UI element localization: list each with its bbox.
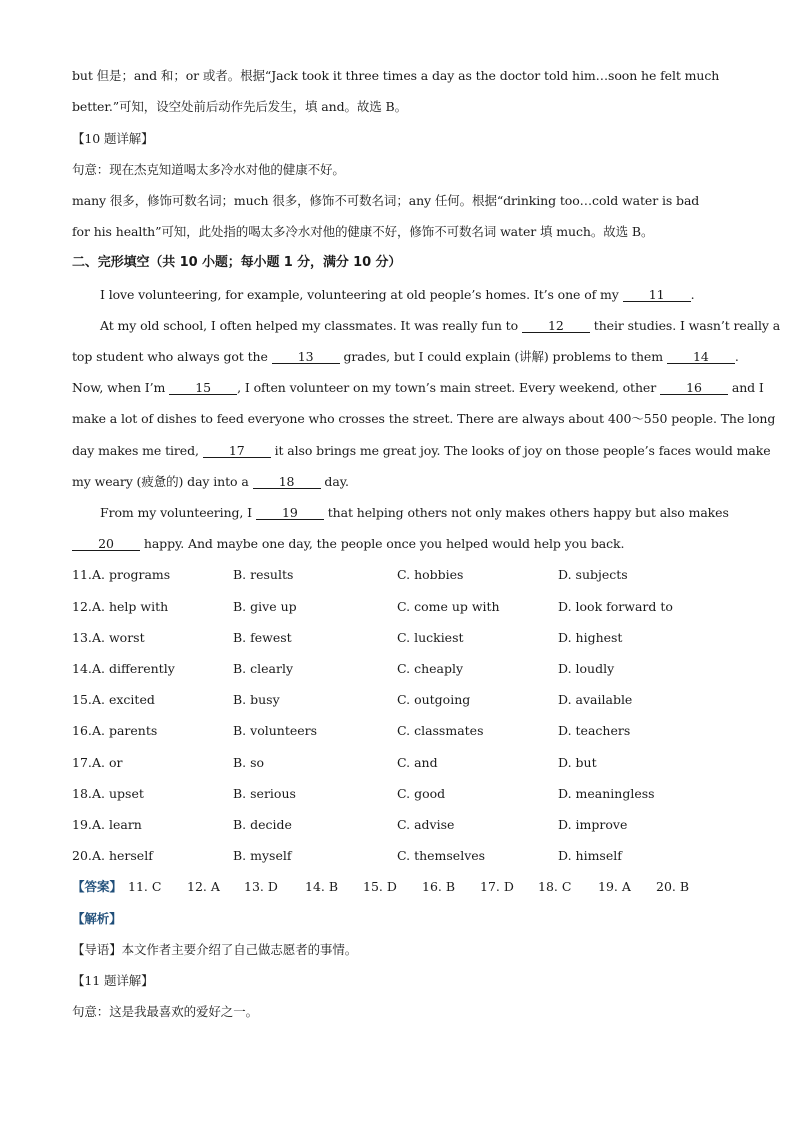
option-row — [72, 630, 732, 646]
passage-text: day makes me tired, — [72, 443, 203, 458]
passage-text: that helping others not only makes others happy but also makes — [323, 505, 729, 520]
option-b: B. give up — [233, 599, 297, 614]
option-b: B. so — [233, 755, 265, 770]
blank-16: 16 — [660, 381, 728, 395]
option-c: C. classmates — [397, 723, 484, 738]
option-row — [72, 567, 732, 583]
passage-text: happy. And maybe one day, the people once you helped would help you back. — [140, 536, 625, 551]
guide-line — [72, 942, 357, 958]
option-c: C. come up with — [397, 599, 500, 614]
passage-text: Now, when I’m — [72, 380, 170, 395]
option-d: D. himself — [558, 848, 622, 863]
option-d: D. available — [558, 692, 633, 707]
blank-20: 20 — [72, 537, 140, 551]
option-d: D. teachers — [558, 723, 631, 738]
option-d: D. highest — [558, 630, 623, 645]
option-b: B. results — [233, 567, 294, 582]
answer-item: 20. B — [656, 879, 690, 894]
passage-text: . — [690, 287, 695, 302]
blank-18: 18 — [253, 475, 321, 489]
option-c: C. hobbies — [397, 567, 464, 582]
passage-text: day. — [320, 474, 349, 489]
option-c: C. themselves — [397, 848, 486, 863]
option-a: A. learn — [92, 817, 142, 832]
passage-line — [100, 318, 780, 334]
question-number: 17. — [72, 755, 92, 770]
passage-text: top student who always got the — [72, 349, 272, 364]
blank-15: 15 — [169, 381, 237, 395]
question-10-meaning: 句意：现在杰克知道喝太多冷水对他的健康不好。 — [72, 162, 345, 177]
question-number: 11. — [72, 567, 92, 582]
option-b: B. clearly — [233, 661, 294, 676]
option-a: A. or — [92, 755, 123, 770]
section-heading: 二、完形填空（共 10 小题；每小题 1 分，满分 10 分） — [72, 255, 402, 270]
passage-line — [72, 536, 624, 552]
answer-item: 13. D — [244, 879, 278, 894]
option-row — [72, 786, 732, 802]
blank-19: 19 — [256, 506, 324, 520]
option-c: C. luckiest — [397, 630, 464, 645]
option-a: A. help with — [92, 599, 169, 614]
blank-17: 17 — [203, 444, 271, 458]
explanation-line: but 但是；and 和；or 或者。根据“Jack took it three times a day as the doctor told him…soon he felt much — [72, 68, 720, 83]
option-d: D. but — [558, 755, 597, 770]
passage-line — [72, 474, 349, 490]
question-number: 14. — [72, 661, 92, 676]
option-a: A. excited — [92, 692, 155, 707]
question-number: 18. — [72, 786, 92, 801]
answer-item: 14. B — [305, 879, 339, 894]
question-number: 19. — [72, 817, 92, 832]
option-d: D. improve — [558, 817, 628, 832]
passage-line — [72, 380, 764, 396]
option-row — [72, 848, 732, 864]
option-b: B. volunteers — [233, 723, 318, 738]
option-row — [72, 723, 732, 739]
passage-text: I love volunteering, for example, volunteering at old people’s homes. It’s one of my — [100, 287, 623, 302]
answer-item: 16. B — [422, 879, 456, 894]
passage-text: grades, but I could explain (讲解) problems to them — [339, 349, 667, 364]
option-a: A. upset — [92, 786, 144, 801]
answer-item: 12. A — [187, 879, 220, 894]
explanation-line: for his health”可知，此处指的喝太多冷水对他的健康不好，修饰不可数名词 water 填 much。故选 B。 — [72, 224, 654, 239]
option-a: A. parents — [92, 723, 158, 738]
blank-14: 14 — [667, 350, 735, 364]
question-number: 16. — [72, 723, 92, 738]
option-a: A. worst — [92, 630, 145, 645]
answer-item: 19. A — [598, 879, 631, 894]
passage-text: their studies. I wasn’t really a — [589, 318, 781, 333]
passage-line — [72, 349, 739, 365]
passage-line — [100, 505, 729, 521]
explanation-line: many 很多，修饰可数名词；much 很多，修饰不可数名词；any 任何。根据“drinking too…cold water is bad — [72, 193, 700, 208]
option-d: D. loudly — [558, 661, 615, 676]
guide-label: 【导语】 — [72, 942, 122, 957]
option-a: A. herself — [92, 848, 153, 863]
option-c: C. advise — [397, 817, 455, 832]
answer-item: 11. C — [128, 879, 162, 894]
question-11-title: 【11 题详解】 — [72, 973, 154, 988]
option-b: B. busy — [233, 692, 280, 707]
question-number: 20. — [72, 848, 92, 863]
option-a: A. differently — [92, 661, 175, 676]
passage-text: . — [734, 349, 739, 364]
answer-row — [72, 879, 732, 895]
option-row — [72, 661, 732, 677]
option-c: C. cheaply — [397, 661, 464, 676]
answer-item: 15. D — [363, 879, 397, 894]
question-number: 12. — [72, 599, 92, 614]
passage-text: it also brings me great joy. The looks of joy on those people’s faces would make — [270, 443, 771, 458]
question-11-meaning: 句意：这是我最喜欢的爱好之一。 — [72, 1004, 259, 1019]
option-a: A. programs — [92, 567, 171, 582]
blank-11: 11 — [623, 288, 691, 302]
passage-text: my weary (疲惫的) day into a — [72, 474, 253, 489]
option-row — [72, 599, 732, 615]
answer-item: 17. D — [480, 879, 514, 894]
option-c: C. good — [397, 786, 446, 801]
passage-line: make a lot of dishes to feed everyone who crosses the street. There are always about 400～550 people. The long — [72, 411, 776, 426]
question-10-title: 【10 题详解】 — [72, 131, 154, 146]
answer-item: 18. C — [538, 879, 572, 894]
question-number: 15. — [72, 692, 92, 707]
explanation-line: better.”可知，设空处前后动作先后发生，填 and。故选 B。 — [72, 99, 408, 114]
passage-text: At my old school, I often helped my classmates. It was really fun to — [100, 318, 522, 333]
blank-12: 12 — [522, 319, 590, 333]
option-d: D. subjects — [558, 567, 628, 582]
analysis-label: 【解析】 — [72, 911, 122, 926]
option-d: D. meaningless — [558, 786, 655, 801]
option-c: C. outgoing — [397, 692, 471, 707]
option-b: B. serious — [233, 786, 296, 801]
answer-label: 【答案】 — [72, 879, 123, 894]
passage-text: , I often volunteer on my town’s main street. Every weekend, other — [237, 380, 660, 395]
option-b: B. decide — [233, 817, 292, 832]
option-b: B. fewest — [233, 630, 292, 645]
blank-13: 13 — [272, 350, 340, 364]
option-d: D. look forward to — [558, 599, 673, 614]
guide-text: 本文作者主要介绍了自己做志愿者的事情。 — [121, 942, 358, 957]
passage-text: From my volunteering, I — [100, 505, 256, 520]
option-c: C. and — [397, 755, 438, 770]
option-row — [72, 692, 732, 708]
passage-text: and I — [727, 380, 764, 395]
option-b: B. myself — [233, 848, 292, 863]
question-number: 13. — [72, 630, 92, 645]
passage-line — [72, 443, 771, 459]
option-row — [72, 755, 732, 771]
passage-line — [100, 287, 695, 303]
option-row — [72, 817, 732, 833]
